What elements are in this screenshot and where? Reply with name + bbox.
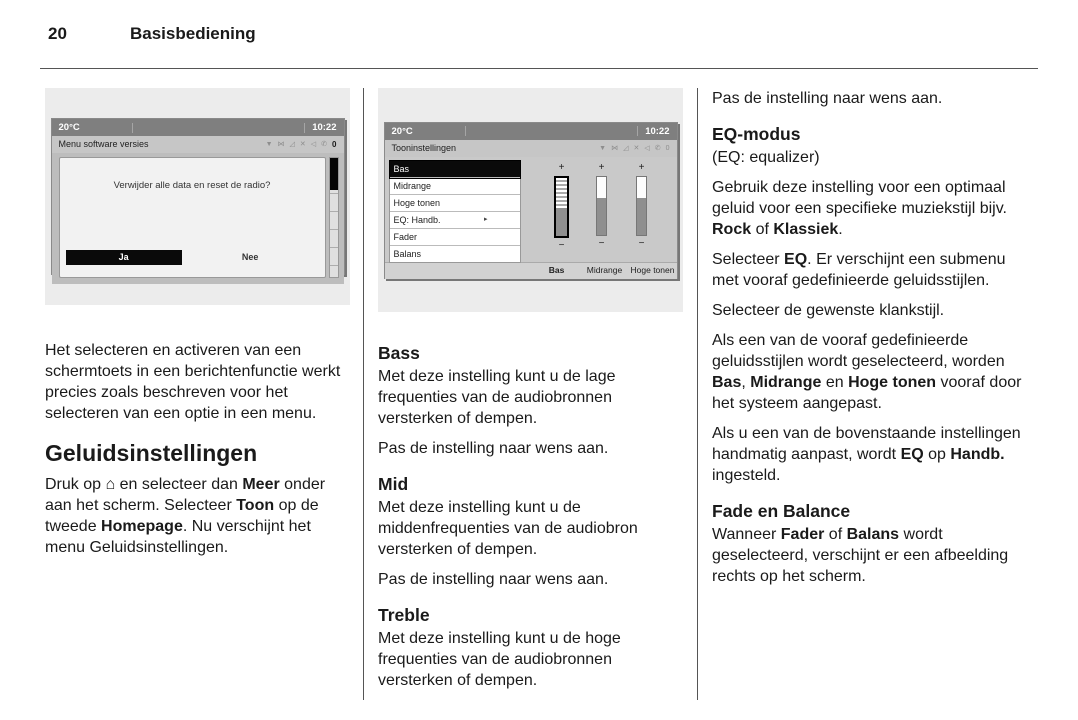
eq-paragraph-3: Selecteer de gewenste klankstijl.	[712, 302, 945, 319]
column-2	[378, 88, 683, 700]
columns	[45, 88, 1038, 700]
status-icons	[599, 138, 669, 159]
dialog-message: Verwijder alle data en reset de radio?	[113, 180, 271, 191]
eq-paragraph-2: Selecteer EQ. Er verschijnt een submenu met vooraf gedefinieerde geluidsstijlen.	[712, 251, 1006, 289]
menu-item-midrange: Midrange	[390, 178, 520, 195]
plus-icon: +	[638, 161, 645, 173]
no-connection-icon: ✕	[633, 144, 640, 152]
radio-reset-screen	[51, 118, 345, 275]
adjust-note: Pas de instelling naar wens aan.	[378, 571, 609, 588]
scrollbar-thumb	[330, 158, 338, 190]
eq-paragraph-4: Als een van de vooraf gedefinieerde geluidsstijlen wordt geselecteerd, worden Bas, Midrange en Hoge tonen vooraf door het systeem aangepast.	[712, 332, 1022, 412]
tone-menu	[389, 160, 521, 263]
battery-icon: 0	[665, 144, 670, 152]
column-1	[45, 88, 350, 700]
dialog-buttons	[66, 247, 319, 268]
page-number: 20	[48, 24, 67, 43]
minus-icon: −	[638, 237, 645, 249]
dialog-scrollbar	[329, 157, 339, 278]
speaker-icon: ◁	[310, 141, 317, 148]
eq-paragraph-1: Gebruik deze instelling voor een optimaal geluid voor een specifieke muziekstijl bijv. Rock of Klassiek.	[712, 179, 1007, 238]
traffic-info-icon: ⋈	[611, 144, 619, 152]
geluidsinstellingen-paragraph: Druk op ⌂ en selecteer dan Meer onder aan het scherm. Selecteer Toon op de tweede Homepage. Nu verschijnt het menu Geluidsinstellingen.	[45, 476, 326, 556]
tone-settings-screen	[384, 122, 678, 279]
section-heading-mid: Mid	[378, 474, 409, 494]
treble-paragraph: Met deze instelling kunt u de hoge frequenties van de audiobronnen versterken of dempen.	[378, 630, 621, 689]
slider-track-midrange	[596, 176, 607, 236]
chapter-title: Basisbediening	[130, 24, 256, 43]
column-separator	[697, 88, 698, 700]
column-3	[712, 88, 1035, 700]
clock-label: 10:22	[312, 122, 337, 133]
menu-item-hoge-tonen: Hoge tonen	[390, 195, 520, 212]
slider-label-strip	[385, 262, 677, 279]
figure-tone-settings	[378, 88, 683, 312]
mute-icon: ◿	[623, 144, 629, 152]
temperature-label: 20°C	[58, 122, 80, 133]
statusbar-divider	[304, 123, 305, 133]
menu-item-bas: Bas	[390, 161, 520, 178]
intro-paragraph: Het selecteren en activeren van een schermtoets in een berichtenfunctie werkt precies zoals beschreven voor het selecteren van een optie in een menu.	[45, 342, 341, 422]
section-heading-fade-en-balance: Fade en Balance	[712, 501, 851, 521]
section-heading-eq-modus: EQ-modus	[712, 124, 801, 144]
speaker-icon: ◁	[644, 144, 650, 152]
screen-title-row	[52, 136, 344, 153]
battery-icon: 0	[332, 140, 337, 149]
submenu-arrow-icon: ▸	[483, 215, 488, 223]
header-rule	[40, 68, 1038, 69]
tone-sliders	[535, 163, 669, 258]
phone-icon: ✆	[321, 141, 328, 148]
menu-item-fader: Fader	[390, 229, 520, 246]
mute-icon: ◿	[289, 141, 295, 148]
screen-title: Menu software versies	[58, 139, 149, 149]
statusbar-divider	[465, 126, 466, 136]
slider-bas	[545, 163, 579, 258]
home-icon: ⌂	[105, 476, 116, 493]
slider-label-bas: Bas	[548, 265, 565, 275]
minus-icon: −	[558, 239, 565, 251]
minus-icon: −	[598, 237, 605, 249]
mid-paragraph: Met deze instelling kunt u de middenfrequenties van de audiobron versterken of dempen.	[378, 499, 638, 558]
bass-paragraph: Met deze instelling kunt u de lage frequenties van de audiobronnen versterken of dempen.	[378, 368, 616, 427]
eq-subtitle: (EQ: equalizer)	[712, 149, 820, 166]
slider-track-bas	[554, 176, 569, 238]
slider-label-hoge-tonen: Hoge tonen	[630, 265, 675, 275]
adjust-note: Pas de instelling naar wens aan.	[712, 90, 943, 107]
traffic-info-icon: ⋈	[277, 141, 285, 148]
reset-confirm-dialog	[59, 157, 326, 278]
statusbar-divider	[637, 126, 638, 136]
section-heading-treble: Treble	[378, 605, 430, 625]
screen-title: Tooninstellingen	[391, 142, 457, 153]
menu-item-balans: Balans	[393, 248, 422, 259]
column-separator	[363, 88, 364, 700]
signal-icon: ▼	[265, 141, 273, 148]
statusbar-divider	[132, 123, 133, 133]
plus-icon: +	[558, 161, 565, 173]
slider-label-midrange: Midrange	[586, 265, 623, 275]
slider-midrange	[585, 163, 619, 258]
status-icons	[266, 134, 337, 155]
adjust-note: Pas de instelling naar wens aan.	[378, 440, 609, 457]
no-button: Nee	[241, 252, 259, 262]
screen-content	[52, 153, 344, 284]
screen-title-row	[385, 140, 677, 157]
fade-paragraph: Wanneer Fader of Balans wordt geselecteerd, verschijnt er een afbeelding rechts op het scherm.	[712, 526, 1009, 585]
figure-radio-reset	[45, 88, 350, 305]
eq-paragraph-5: Als u een van de bovenstaande instellingen handmatig aanpast, wordt EQ op Handb. ingesteld.	[712, 425, 1021, 484]
yes-button: Ja	[66, 250, 182, 265]
clock-label: 10:22	[645, 125, 670, 137]
section-heading-geluidsinstellingen: Geluidsinstellingen	[45, 440, 258, 466]
section-heading-bass: Bass	[378, 343, 420, 363]
no-connection-icon: ✕	[299, 141, 306, 148]
slider-track-hoge-tonen	[636, 176, 647, 236]
slider-hoge-tonen	[625, 163, 659, 258]
phone-icon: ✆	[654, 144, 661, 152]
screen-content	[385, 157, 677, 262]
temperature-label: 20°C	[391, 125, 413, 137]
menu-item-eq: EQ: Handb. ▸	[390, 212, 520, 229]
plus-icon: +	[598, 161, 605, 173]
signal-icon: ▼	[599, 144, 607, 152]
